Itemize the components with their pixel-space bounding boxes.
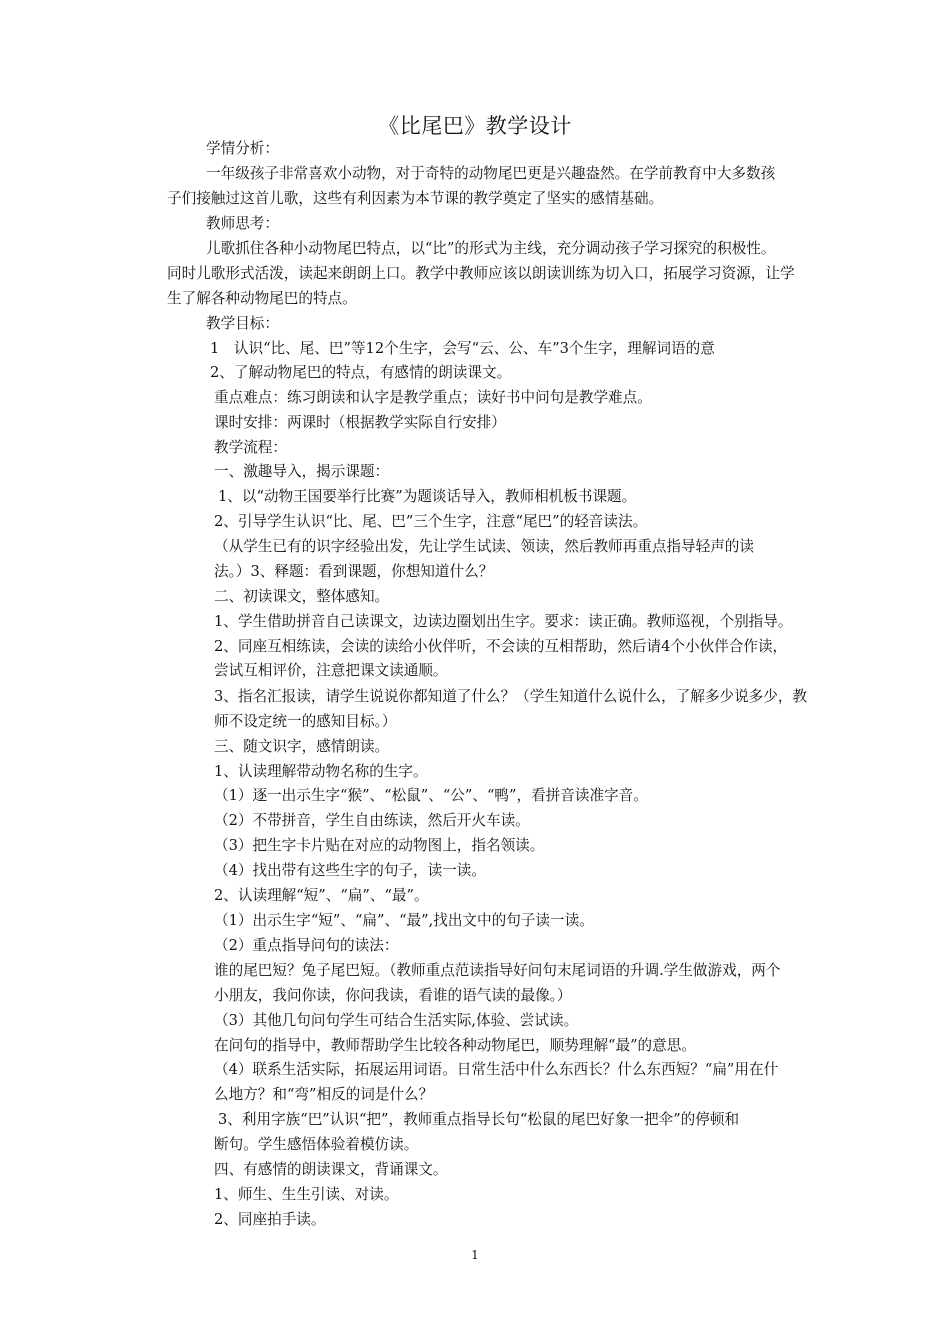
text-line: 三、随文识字，感情朗读。 xyxy=(214,738,390,755)
text-line: 一、激趣导入，揭示课题： xyxy=(214,463,390,480)
text-line: 谁的尾巴短？兔子尾巴短。（教师重点范读指导好问句末尾词语的升调.学生做游戏，两个 xyxy=(214,962,781,979)
text-line: 2、同座拍手读。 xyxy=(214,1211,326,1228)
text-line: 课时安排：两课时（根据教学实际自行安排） xyxy=(214,414,506,431)
text-line: 儿歌抓住各种小动物尾巴特点，以“比”的形式为主线，充分调动孩子学习探究的积极性。 xyxy=(206,240,776,257)
text-line: （1）出示生字“短”、“扁”、“最”,找出文中的句子读一读。 xyxy=(214,912,594,929)
text-line: 3、指名汇报读，请学生说说你都知道了什么？（学生知道什么说什么，了解多少说多少，教 xyxy=(214,688,808,705)
text-line: 教学目标： xyxy=(206,315,279,332)
text-line: 二、初读课文，整体感知。 xyxy=(214,588,390,605)
text-line: 生了解各种动物尾巴的特点。 xyxy=(167,290,357,307)
text-line: 2、引导学生认识“比、尾、巴”三个生字，注意“尾巴”的轻音读法。 xyxy=(214,513,648,530)
text-line: 重点难点：练习朗读和认字是教学重点；读好书中问句是教学难点。 xyxy=(214,389,652,406)
text-line: 断句。学生感悟体验着模仿读。 xyxy=(214,1136,419,1153)
text-line: 尝试互相评价，注意把课文读通顺。 xyxy=(214,662,448,679)
text-line: （3）其他几句问句学生可结合生活实际,体验、尝试读。 xyxy=(214,1012,579,1029)
document-title: 《比尾巴》教学设计 xyxy=(378,114,572,138)
text-line: 3、利用字族“巴”认识“把”，教师重点指导长句“松鼠的尾巴好象一把伞”的停顿和 xyxy=(218,1111,740,1128)
text-line: 小朋友，我问你读，你问我读，看谁的语气读的最像。） xyxy=(214,987,572,1004)
text-line: 教学流程： xyxy=(214,439,287,456)
text-line: （从学生已有的识字经验出发，先让学生试读、领读，然后教师再重点指导轻声的读 xyxy=(214,538,754,555)
text-line: 师不设定统一的感知目标。） xyxy=(214,713,397,730)
text-line: （3）把生字卡片贴在对应的动物图上，指名领读。 xyxy=(214,837,545,854)
text-line: 么地方？和“弯”相反的词是什么？ xyxy=(214,1086,434,1103)
text-line: 2、同座互相练读，会读的读给小伙伴听，不会读的互相帮助，然后请4个小伙伴合作读， xyxy=(214,638,788,655)
text-line: 法。）3、释题：看到课题，你想知道什么？ xyxy=(214,563,494,580)
text-line: 一年级孩子非常喜欢小动物，对于奇特的动物尾巴更是兴趣盎然。在学前教育中大多数孩 xyxy=(206,165,776,182)
text-line: 2、了解动物尾巴的特点，有感情的朗读课文。 xyxy=(210,364,512,381)
text-line: 子们接触过这首儿歌，这些有利因素为本节课的教学奠定了坚实的感情基础。 xyxy=(167,190,664,207)
text-line: 1、师生、生生引读、对读。 xyxy=(214,1186,399,1203)
text-line: 四、有感情的朗读课文，背诵课文。 xyxy=(214,1161,448,1178)
text-line: 学情分析： xyxy=(206,140,279,157)
page-number: 1 xyxy=(471,1248,479,1262)
text-line: 在问句的指导中，教师帮助学生比较各种动物尾巴，顺势理解“最”的意思。 xyxy=(214,1037,696,1054)
text-line: 1、认读理解带动物名称的生字。 xyxy=(214,763,428,780)
text-line: 2、认读理解“短”、“扁”、“最”。 xyxy=(214,887,429,904)
text-line: 教师思考： xyxy=(206,215,279,232)
text-line: （4）联系生活实际，拓展运用词语。日常生活中什么东西长？什么东西短？“扁”用在什 xyxy=(214,1061,779,1078)
text-line: 1、学生借助拼音自己读课文，边读边圈划出生字。要求：读正确。教师巡视，个别指导。 xyxy=(214,613,793,630)
text-line: （2）不带拼音，学生自由练读，然后开火车读。 xyxy=(214,812,530,829)
text-line: （1）逐一出示生字“猴”、“松鼠”、“公”、“鸭”，看拼音读准字音。 xyxy=(214,787,648,804)
text-line: （2）重点指导问句的读法： xyxy=(214,937,399,954)
text-line: （4）找出带有这些生字的句子，读一读。 xyxy=(214,862,486,879)
text-line: 1、以“动物王国要举行比赛”为题谈话导入，教师相机板书课题。 xyxy=(218,488,637,505)
text-line: 1 认识“比、尾、巴”等12个生字，会写“云、公、车”3个生字，理解词语的意 xyxy=(210,340,715,357)
text-line: 同时儿歌形式活泼，读起来朗朗上口。教学中教师应该以朗读训练为切入口，拓展学习资源，让学 xyxy=(167,265,795,282)
